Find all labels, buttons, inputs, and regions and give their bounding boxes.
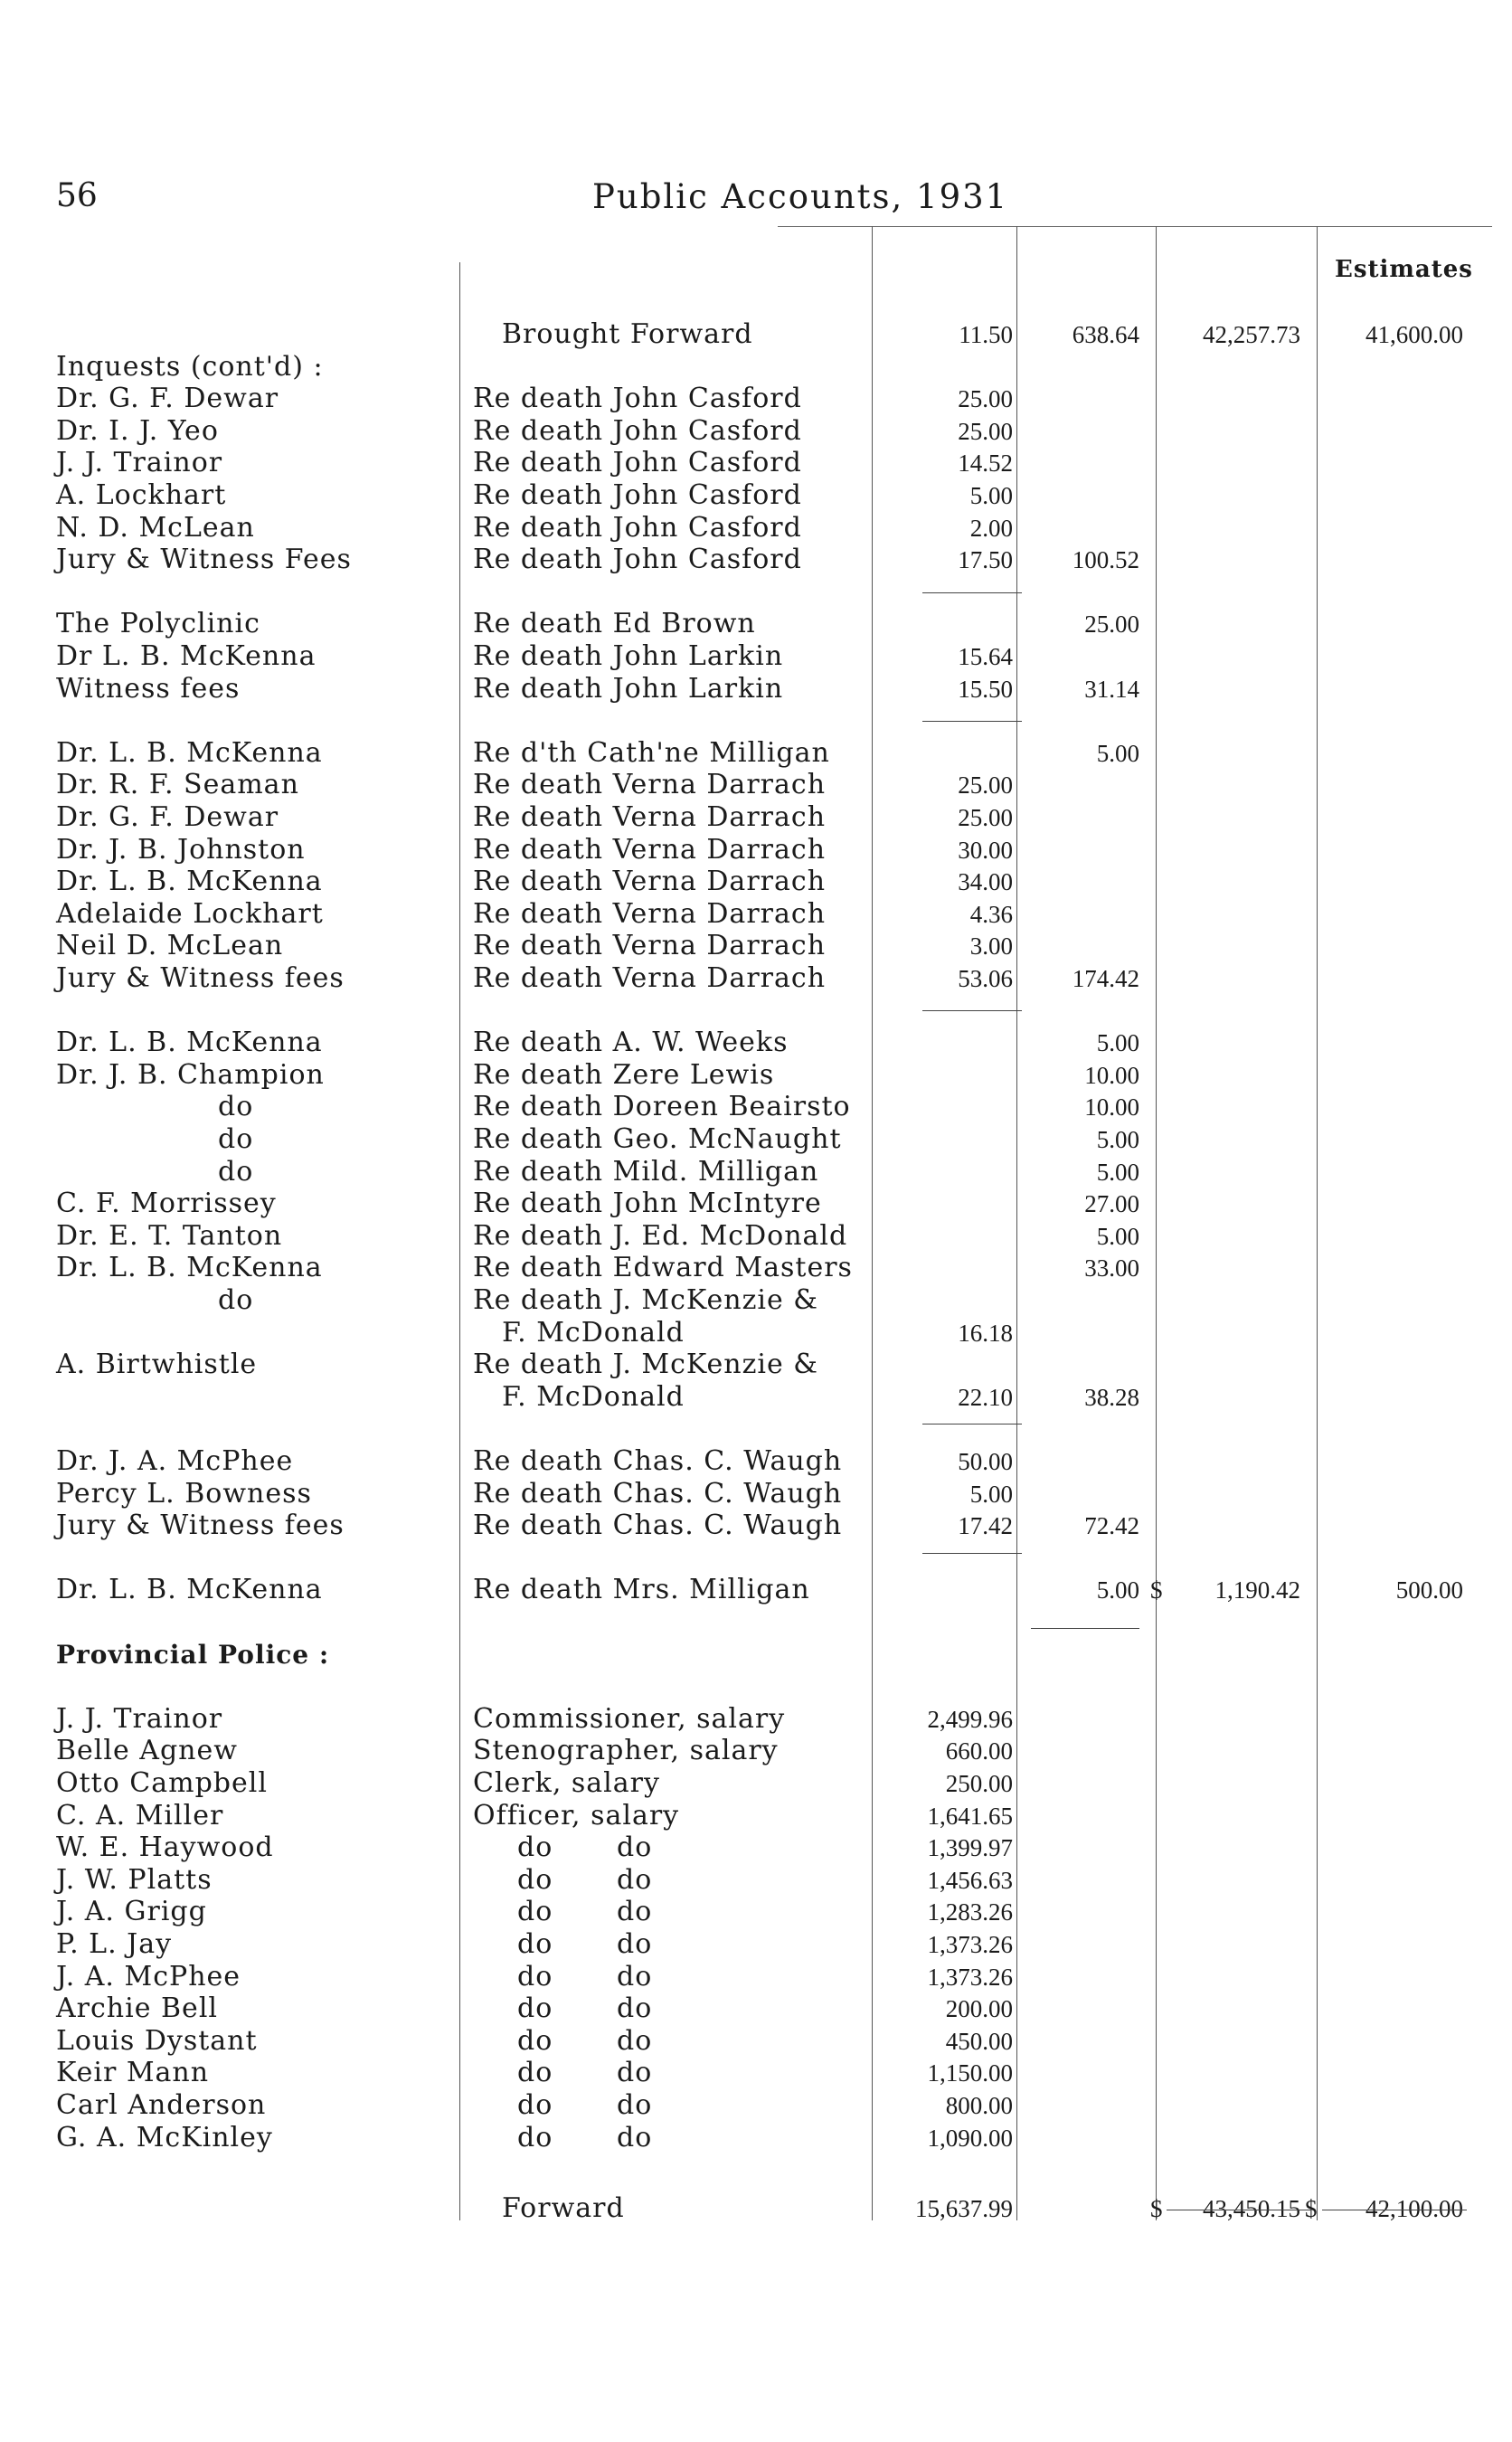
- ledger-row: [0, 2057, 1512, 2089]
- amount-cell: 1,190.42: [1214, 1576, 1300, 1604]
- amount-cell: 1,641.65: [927, 1802, 1013, 1830]
- payee-name: Dr. L. B. McKenna: [56, 1574, 323, 1606]
- amount-cell: 200.00: [945, 1995, 1013, 2023]
- payee-name: P. L. Jay: [56, 1928, 173, 1960]
- ledger-row: [0, 866, 1512, 898]
- payee-name: Dr. L. B. McKenna: [56, 866, 323, 898]
- amount-cell: 450.00: [945, 2027, 1013, 2055]
- ditto-mark: do: [617, 1832, 653, 1864]
- brought-forward-label: Brought Forward: [502, 318, 753, 350]
- item-description: Re death Verna Darrach: [473, 801, 827, 833]
- item-description: Re d'th Cath'ne Milligan: [473, 736, 830, 769]
- item-description: Re death Geo. McNaught: [473, 1123, 842, 1155]
- payee-name: do: [218, 1155, 254, 1188]
- payee-name: Otto Campbell: [56, 1767, 268, 1799]
- subtotal-rule: [922, 592, 1022, 593]
- amount-cell: 50.00: [958, 1448, 1013, 1475]
- item-description: Clerk, salary: [473, 1767, 660, 1799]
- ditto-mark: do: [517, 1896, 553, 1928]
- item-description: Re death Edward Masters: [473, 1252, 853, 1284]
- amount-cell: 500.00: [1395, 1576, 1463, 1604]
- subtotal-rule: [1031, 1628, 1139, 1629]
- ledger-row: [0, 1059, 1512, 1092]
- payee-name: A. Lockhart: [56, 479, 227, 511]
- ledger-row: [0, 1735, 1512, 1767]
- amount-cell: 2.00: [969, 514, 1013, 542]
- ledger-row: [0, 1317, 1512, 1349]
- amount-cell: 5.00: [1096, 1576, 1139, 1604]
- item-description: F. McDonald: [502, 1380, 685, 1413]
- payee-name: J. A. McPhee: [56, 1960, 241, 1992]
- amount-cell: 33.00: [1084, 1254, 1139, 1283]
- amount-cell: 72.42: [1084, 1512, 1139, 1540]
- payee-name: Belle Agnew: [56, 1735, 238, 1767]
- amount-cell: 1,456.63: [927, 1866, 1013, 1894]
- amount-cell: 53.06: [958, 965, 1013, 992]
- ledger-row: [0, 1928, 1512, 1961]
- item-description: Re death Chas. C. Waugh: [473, 1510, 843, 1542]
- ledger-row: [0, 1832, 1512, 1864]
- ledger-row: [0, 930, 1512, 962]
- ledger-row: [0, 1992, 1512, 2025]
- amount-cell: 10.00: [1084, 1061, 1139, 1089]
- item-description: Re death Chas. C. Waugh: [473, 1477, 843, 1510]
- ledger-row: [0, 1091, 1512, 1123]
- amount-cell: 2,499.96: [927, 1705, 1013, 1733]
- ledger-row: [0, 834, 1512, 866]
- item-description: Re death John Casford: [473, 383, 802, 415]
- payee-name: Dr. L. B. McKenna: [56, 736, 323, 769]
- payee-name: Dr. I. J. Yeo: [56, 414, 219, 447]
- amount-cell: 1,150.00: [927, 2059, 1013, 2087]
- payee-name: Neil D. McLean: [56, 930, 284, 962]
- payee-name: G. A. McKinley: [56, 2121, 273, 2153]
- payee-name: Dr L. B. McKenna: [56, 640, 317, 672]
- amount-cell: 34.00: [958, 868, 1013, 896]
- ditto-mark: do: [617, 2057, 653, 2089]
- amount-cell: 5.00: [1096, 1029, 1139, 1057]
- ledger-row: [0, 1027, 1512, 1059]
- ledger-row: [0, 2089, 1512, 2122]
- ledger-row: [0, 640, 1512, 673]
- payee-name: J. J. Trainor: [56, 1702, 223, 1735]
- ditto-mark: do: [517, 2089, 553, 2121]
- item-description: Re death Verna Darrach: [473, 897, 827, 930]
- ledger-row: [0, 737, 1512, 770]
- item-description: Re death John Casford: [473, 447, 802, 479]
- payee-name: A. Birtwhistle: [56, 1349, 258, 1381]
- payee-name: Keir Mann: [56, 2057, 210, 2089]
- forward-row: [0, 2192, 1512, 2225]
- item-description: Re death J. McKenzie &: [473, 1284, 818, 1316]
- ditto-mark: do: [617, 2121, 653, 2153]
- payee-name: C. A. Miller: [56, 1799, 224, 1832]
- item-description: Re death Zere Lewis: [473, 1058, 775, 1091]
- item-description: Re death John Casford: [473, 511, 802, 544]
- payee-name: N. D. McLean: [56, 511, 255, 544]
- amount-cell: 25.00: [958, 417, 1013, 445]
- ditto-mark: do: [617, 2024, 653, 2057]
- currency-symbol: $: [1150, 1576, 1163, 1604]
- ledger-row: [0, 1961, 1512, 1993]
- payee-name: J. W. Platts: [56, 1863, 213, 1896]
- payee-name: J. A. Grigg: [56, 1896, 207, 1928]
- ledger-row: [0, 479, 1512, 512]
- ledger-row: [0, 1123, 1512, 1156]
- amount-cell: 800.00: [945, 2092, 1013, 2119]
- ditto-mark: do: [517, 2121, 553, 2153]
- amount-cell: 1,373.26: [927, 1963, 1013, 1991]
- ledger-row: [0, 1896, 1512, 1928]
- ledger-row: [0, 1864, 1512, 1897]
- ledger-row: [0, 1188, 1512, 1220]
- ledger-row: [0, 383, 1512, 415]
- ditto-mark: do: [517, 1863, 553, 1896]
- ditto-mark: do: [617, 1960, 653, 1992]
- item-description: Re death Verna Darrach: [473, 769, 827, 801]
- ledger-row: [0, 2122, 1512, 2154]
- ledger-row: [0, 1510, 1512, 1542]
- item-description: Re death Mrs. Milligan: [473, 1574, 810, 1606]
- amount-cell: 5.00: [1096, 1222, 1139, 1250]
- payee-name: do: [218, 1123, 254, 1155]
- forward-label: Forward: [502, 2192, 625, 2224]
- payee-name: Archie Bell: [56, 1992, 219, 2025]
- amount-cell: 10.00: [1084, 1093, 1139, 1122]
- amount-cell: 31.14: [1084, 675, 1139, 703]
- ledger-row: [0, 1381, 1512, 1414]
- header-rule: [778, 226, 1492, 227]
- estimates-column-header: Estimates: [1335, 256, 1473, 283]
- payee-name: W. E. Haywood: [56, 1832, 274, 1864]
- amount-cell: 660.00: [945, 1737, 1013, 1765]
- item-description: Re death Verna Darrach: [473, 866, 827, 898]
- payee-name: C. F. Morrissey: [56, 1188, 277, 1220]
- amount-cell: 27.00: [1084, 1190, 1139, 1218]
- amount-cell: 17.42: [958, 1512, 1013, 1540]
- amount-cell: 5.00: [969, 482, 1013, 509]
- amount-cell: 5.00: [1096, 739, 1139, 767]
- ledger-row: [0, 447, 1512, 479]
- ledger-row: [0, 2025, 1512, 2058]
- amount-cell: 1,399.97: [927, 1834, 1013, 1862]
- subtotal-rule: [922, 721, 1022, 722]
- item-description: Re death John Larkin: [473, 672, 784, 705]
- item-description: Commissioner, salary: [473, 1702, 786, 1735]
- payee-name: Inquests (cont'd) :: [56, 350, 324, 383]
- amount-cell: 25.00: [958, 771, 1013, 800]
- ledger-row: [0, 512, 1512, 544]
- amount-cell: 41,600.00: [1366, 321, 1463, 348]
- ditto-mark: do: [617, 1896, 653, 1928]
- payee-name: Dr. J. B. Johnston: [56, 833, 306, 866]
- amount-cell: 100.52: [1072, 546, 1139, 574]
- ditto-mark: do: [617, 1928, 653, 1960]
- ledger-row: [0, 415, 1512, 448]
- item-description: Re death John Larkin: [473, 640, 784, 672]
- amount-cell: 43,450.15: [1203, 2195, 1300, 2222]
- ledger-row: [0, 1252, 1512, 1284]
- ledger-row: [0, 1349, 1512, 1381]
- subtotal-rule: [922, 1553, 1022, 1554]
- item-description: Re death J. McKenzie &: [473, 1349, 818, 1381]
- ditto-mark: do: [517, 1832, 553, 1864]
- item-description: Re death Ed Brown: [473, 608, 756, 640]
- amount-cell: 1,283.26: [927, 1898, 1013, 1926]
- payee-name: The Polyclinic: [56, 608, 260, 640]
- subtotal-rule: [922, 1010, 1022, 1011]
- payee-name: Dr. G. F. Dewar: [56, 383, 279, 415]
- payee-name: Jury & Witness Fees: [56, 544, 352, 576]
- payee-name: Jury & Witness fees: [56, 962, 345, 994]
- item-description: Re death John Casford: [473, 479, 802, 511]
- item-description: Re death Mild. Milligan: [473, 1155, 819, 1188]
- ditto-mark: do: [517, 1992, 553, 2025]
- item-description: Re death John Casford: [473, 414, 802, 447]
- item-description: Re death Chas. C. Waugh: [473, 1445, 843, 1477]
- ledger-row: [0, 544, 1512, 576]
- payee-name: Percy L. Bowness: [56, 1477, 312, 1510]
- ledger-row: [0, 1574, 1512, 1606]
- amount-cell: 38.28: [1084, 1383, 1139, 1411]
- item-description: F. McDonald: [502, 1316, 685, 1349]
- amount-cell: 42,100.00: [1366, 2195, 1463, 2222]
- payee-name: Dr. J. A. McPhee: [56, 1445, 294, 1477]
- amount-cell: 11.50: [959, 321, 1013, 348]
- ledger-row: [0, 898, 1512, 931]
- payee-name: Dr. J. B. Champion: [56, 1058, 325, 1091]
- ditto-mark: do: [517, 1960, 553, 1992]
- payee-name: Witness fees: [56, 672, 241, 705]
- payee-name: do: [218, 1284, 254, 1316]
- amount-cell: 1,373.26: [927, 1931, 1013, 1958]
- amount-cell: 15.50: [958, 675, 1013, 703]
- amount-cell: 5.00: [969, 1480, 1013, 1508]
- amount-cell: 638.64: [1072, 321, 1139, 348]
- amount-cell: 42,257.73: [1203, 321, 1300, 348]
- ditto-mark: do: [517, 2024, 553, 2057]
- item-description: Re death J. Ed. McDonald: [473, 1219, 848, 1252]
- amount-cell: 5.00: [1096, 1158, 1139, 1186]
- item-description: Re death Verna Darrach: [473, 962, 827, 994]
- amount-cell: 15.64: [958, 643, 1013, 670]
- item-description: Officer, salary: [473, 1799, 680, 1832]
- payee-name: Dr. L. B. McKenna: [56, 1027, 323, 1059]
- payee-name: Dr. E. T. Tanton: [56, 1219, 283, 1252]
- item-description: Re death Verna Darrach: [473, 833, 827, 866]
- ledger-row: [0, 769, 1512, 801]
- ledger-row: [0, 962, 1512, 995]
- amount-cell: 174.42: [1072, 965, 1139, 992]
- ledger-row: [0, 351, 1512, 383]
- item-description: Stenographer, salary: [473, 1735, 779, 1767]
- ditto-mark: do: [517, 1928, 553, 1960]
- amount-cell: 14.52: [958, 450, 1013, 478]
- amount-cell: 30.00: [958, 836, 1013, 864]
- payee-name: Carl Anderson: [56, 2089, 267, 2121]
- item-description: Re death Verna Darrach: [473, 930, 827, 962]
- amount-cell: 1,090.00: [927, 2124, 1013, 2152]
- item-description: Re death Doreen Beairsto: [473, 1091, 851, 1123]
- page-title: Public Accounts, 1931: [592, 177, 1009, 216]
- item-description: Re death John McIntyre: [473, 1188, 822, 1220]
- section-heading: Provincial Police :: [56, 1639, 330, 1670]
- amount-cell: 5.00: [1096, 1126, 1139, 1153]
- ledger-row: [0, 1767, 1512, 1800]
- payee-name: Dr. G. F. Dewar: [56, 801, 279, 833]
- amount-cell: 4.36: [969, 900, 1013, 928]
- ledger-row: [0, 673, 1512, 705]
- page-number: 56: [56, 177, 98, 214]
- payee-name: Dr. L. B. McKenna: [56, 1252, 323, 1284]
- payee-name: Adelaide Lockhart: [56, 897, 324, 930]
- currency-symbol: $: [1305, 2195, 1318, 2222]
- item-description: Re death John Casford: [473, 544, 802, 576]
- amount-cell: 250.00: [945, 1770, 1013, 1797]
- amount-cell: 25.00: [1084, 610, 1139, 639]
- amount-cell: 17.50: [958, 546, 1013, 574]
- ledger-row: [0, 1703, 1512, 1736]
- ledger-row: [0, 1156, 1512, 1188]
- ditto-mark: do: [617, 2089, 653, 2121]
- ditto-mark: do: [517, 2057, 553, 2089]
- ditto-mark: do: [617, 1992, 653, 2025]
- ledger-row: [0, 1639, 1512, 1671]
- ledger-row: [0, 1220, 1512, 1253]
- amount-cell: 22.10: [958, 1383, 1013, 1411]
- amount-cell: 25.00: [958, 385, 1013, 413]
- ledger-row: [0, 1445, 1512, 1478]
- ledger-row: [0, 608, 1512, 640]
- ditto-mark: do: [617, 1863, 653, 1896]
- payee-name: do: [218, 1091, 254, 1123]
- ledger-row: [0, 1284, 1512, 1317]
- payee-name: Dr. R. F. Seaman: [56, 769, 299, 801]
- currency-symbol: $: [1150, 2195, 1163, 2222]
- ledger-row: [0, 1800, 1512, 1832]
- ledger-row: [0, 801, 1512, 834]
- amount-cell: 25.00: [958, 804, 1013, 831]
- brought-forward-row: [0, 318, 1512, 351]
- amount-cell: 15,637.99: [915, 2195, 1013, 2222]
- payee-name: Jury & Witness fees: [56, 1510, 345, 1542]
- payee-name: Louis Dystant: [56, 2024, 258, 2057]
- ledger-row: [0, 1478, 1512, 1510]
- payee-name: J. J. Trainor: [56, 447, 223, 479]
- amount-cell: 16.18: [958, 1319, 1013, 1347]
- amount-cell: 3.00: [969, 932, 1013, 961]
- item-description: Re death A. W. Weeks: [473, 1027, 789, 1059]
